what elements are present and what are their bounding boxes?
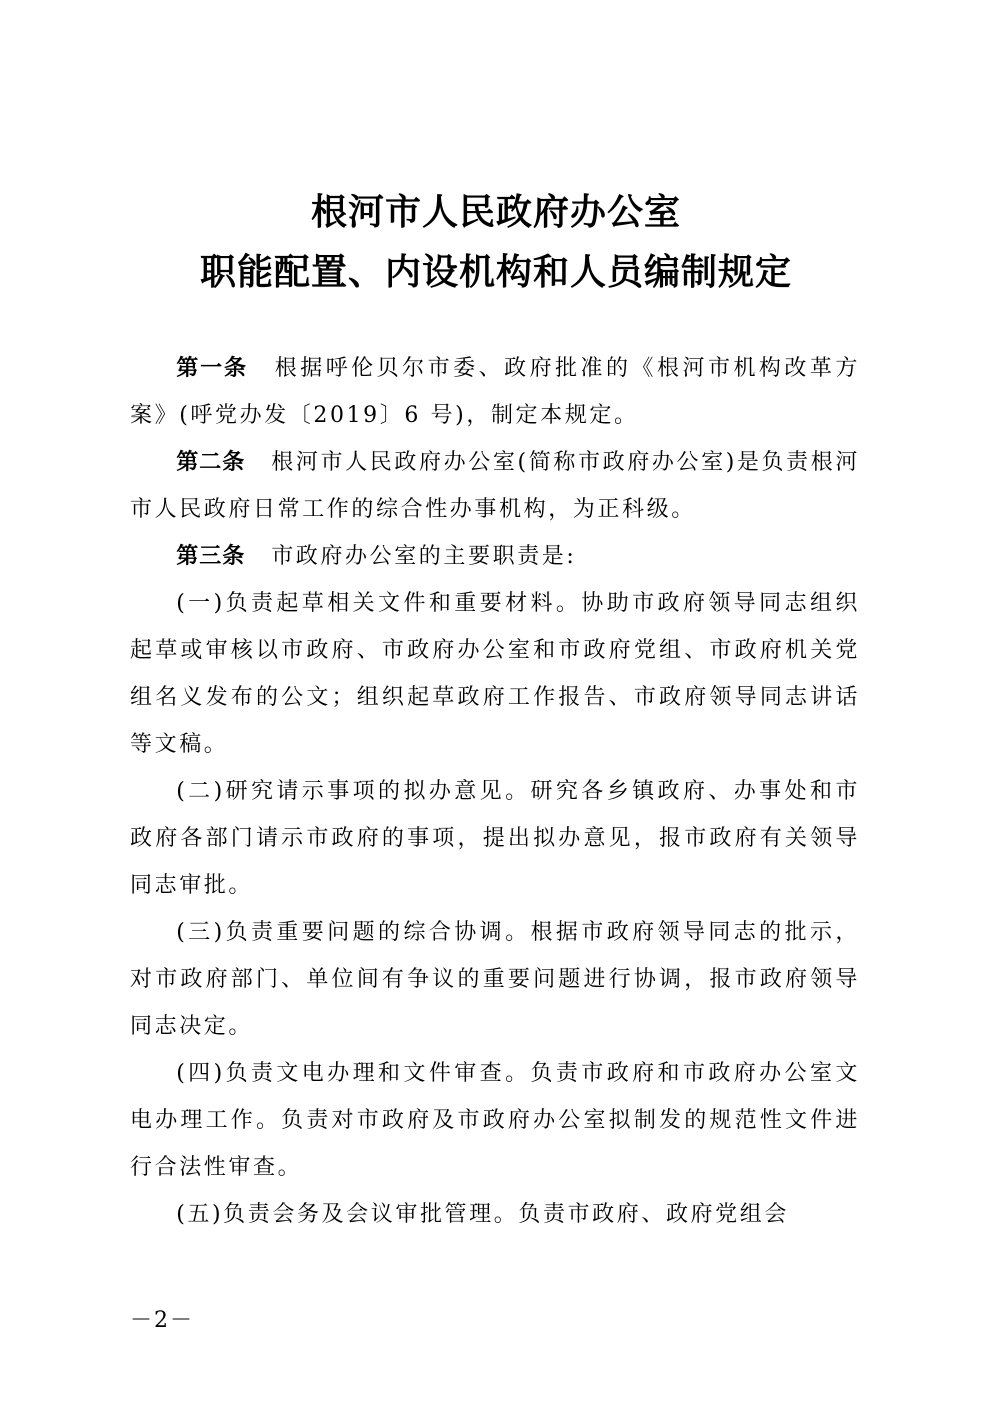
page-number: －2－ bbox=[130, 1308, 194, 1333]
paragraph-article-3 bbox=[130, 533, 860, 580]
paragraph-item-3 bbox=[130, 909, 860, 1050]
article-label: 第三条 bbox=[176, 544, 246, 569]
paragraph-item-5 bbox=[130, 1191, 860, 1238]
paragraph-text: (五)负责会务及会议审批管理。负责市政府、政府党组会 bbox=[176, 1202, 789, 1227]
paragraph-article-2 bbox=[130, 439, 860, 533]
paragraph-text: (一)负责起草相关文件和重要材料。协助市政府领导同志组织起草或审核以市政府、市政府办公室和市政府党组、市政府机关党组名义发布的公文；组织起草政府工作报告、市政府领导同志讲话等文稿。 bbox=[130, 591, 860, 757]
paragraph-text: 根据呼伦贝尔市委、政府批准的《根河市机构改革方案》(呼党办发〔2019〕6 号)，制定本规定。 bbox=[130, 356, 860, 428]
paragraph-text: (二)研究请示事项的拟办意见。研究各乡镇政府、办事处和市政府各部门请示市政府的事项，提出拟办意见，报市政府有关领导同志审批。 bbox=[130, 779, 860, 898]
paragraph-text: (三)负责重要问题的综合协调。根据市政府领导同志的批示，对市政府部门、单位间有争议的重要问题进行协调，报市政府领导同志决定。 bbox=[130, 920, 860, 1039]
document-title-line-1: 根河市人民政府办公室 bbox=[310, 191, 681, 233]
paragraph-item-4 bbox=[130, 1050, 860, 1191]
article-label: 第一条 bbox=[176, 356, 248, 381]
article-label: 第二条 bbox=[176, 450, 246, 475]
paragraph-text: 市政府办公室的主要职责是: bbox=[271, 544, 577, 569]
document-title-line-2: 职能配置、内设机构和人员编制规定 bbox=[199, 251, 792, 293]
paragraph-article-1 bbox=[130, 345, 860, 439]
paragraph-item-1 bbox=[130, 580, 860, 768]
paragraph-text: 根河市人民政府办公室(简称市政府办公室)是负责根河市人民政府日常工作的综合性办事机构，为正科级。 bbox=[130, 450, 860, 522]
document-body bbox=[130, 345, 860, 1238]
paragraph-item-2 bbox=[130, 768, 860, 909]
paragraph-text: (四)负责文电办理和文件审查。负责市政府和市政府办公室文电办理工作。负责对市政府及市政府办公室拟制发的规范性文件进行合法性审查。 bbox=[130, 1061, 860, 1180]
